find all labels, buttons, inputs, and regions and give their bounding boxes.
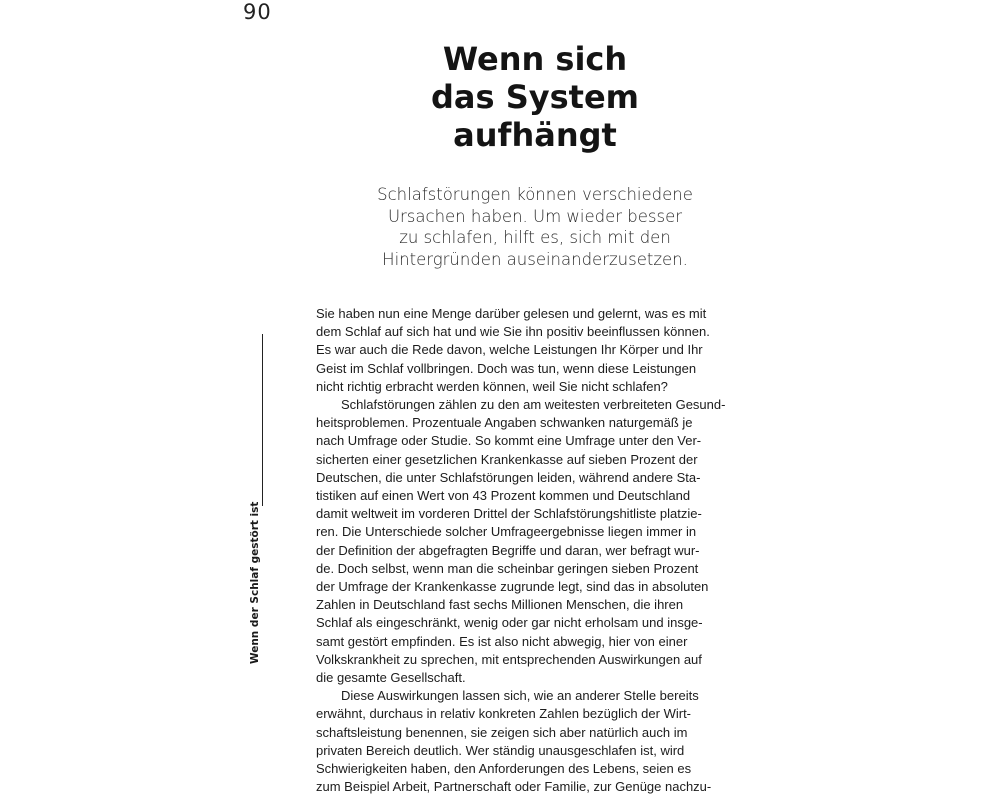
- subtitle-line: Ursachen haben. Um wieder besser: [387, 206, 683, 226]
- subtitle-line: zu schlafen, hilft es, sich mit den: [399, 228, 671, 247]
- subtitle-line: Hintergründen auseinanderzusetzen.: [382, 249, 688, 269]
- body-line: Sie haben nun eine Menge darüber gelesen und gelernt, was es mit: [316, 306, 707, 321]
- body-line: dem Schlaf auf sich hat und wie Sie ihn positiv beeinflussen können.: [316, 324, 710, 340]
- body-line: der Definition der abgefragten Begriffe und daran, wer befragt wur-: [316, 542, 700, 558]
- subtitle-line: Schlafstörungen können verschiedene: [377, 185, 693, 204]
- body-line: Schwierigkeiten haben, den Anforderungen des Lebens, seien es: [316, 761, 692, 777]
- chapter-title: [385, 40, 685, 154]
- body-line: Schlafstörungen zählen zu den am weitesten verbreiteten Gesund-: [341, 397, 726, 413]
- body-text: [316, 305, 761, 796]
- chapter-title-line: aufhängt: [453, 116, 617, 154]
- body-line: Diese Auswirkungen lassen sich, wie an anderer Stelle bereits: [341, 688, 699, 704]
- body-line: nach Umfrage oder Studie. So kommt eine Umfrage unter den Ver-: [316, 433, 702, 449]
- body-line: de. Doch selbst, wenn man die scheinbar geringen sieben Prozent: [316, 560, 699, 576]
- body-line: Schlaf als eingeschränkt, wenig oder gar nicht erholsam und insge-: [316, 615, 703, 631]
- chapter-title-line: das System: [431, 78, 639, 116]
- body-line: ren. Die Unterschiede solcher Umfrageergebnisse liegen immer in: [316, 524, 697, 540]
- body-line: privaten Bereich deutlich. Wer ständig unausgeschlafen ist, wird: [316, 742, 685, 758]
- body-line: tistiken auf einen Wert von 43 Prozent kommen und Deutschland: [316, 488, 691, 504]
- body-line: nicht richtig erbracht werden können, weil Sie nicht schlafen?: [316, 378, 668, 394]
- body-line: zum Beispiel Arbeit, Partnerschaft oder Familie, zur Genüge nachzu-: [316, 779, 712, 795]
- body-line: sicherten einer gesetzlichen Krankenkasse auf sieben Prozent der: [316, 451, 698, 467]
- body-line: der Umfrage der Krankenkasse zugrunde legt, sind das in absoluten: [316, 579, 709, 595]
- section-label-text: Wenn der Schlaf gestört ist: [249, 501, 261, 664]
- body-line: erwähnt, durchaus in relativ konkreten Zahlen bezüglich der Wirt-: [316, 706, 692, 722]
- body-line: damit weltweit im vorderen Drittel der Schlafstörungshitliste platzie-: [316, 506, 702, 522]
- body-line: Geist im Schlaf vollbringen. Doch was tun, wenn diese Leistungen: [316, 360, 697, 376]
- running-section-label: [248, 334, 263, 664]
- body-line: heitsproblemen. Prozentuale Angaben schwanken naturgemäß je: [316, 415, 693, 431]
- body-line: Zahlen in Deutschland fast sechs Millionen Menschen, die ihren: [316, 597, 684, 613]
- chapter-subtitle: [350, 184, 720, 270]
- page-number: 90: [243, 0, 272, 24]
- body-line: samt gestört empfinden. Es ist also nicht abwegig, hier von einer: [316, 633, 688, 649]
- body-line: Es war auch die Rede davon, welche Leistungen Ihr Körper und Ihr: [316, 342, 703, 358]
- body-line: die gesamte Gesellschaft.: [316, 670, 466, 686]
- body-line: Deutschen, die unter Schlafstörungen leiden, während andere Sta-: [316, 469, 701, 485]
- chapter-title-line: Wenn sich: [442, 40, 628, 78]
- body-line: Volkskrankheit zu sprechen, mit entsprechenden Auswirkungen auf: [316, 651, 702, 667]
- body-line: schaftsleistung benennen, sie zeigen sich aber natürlich auch im: [316, 724, 688, 740]
